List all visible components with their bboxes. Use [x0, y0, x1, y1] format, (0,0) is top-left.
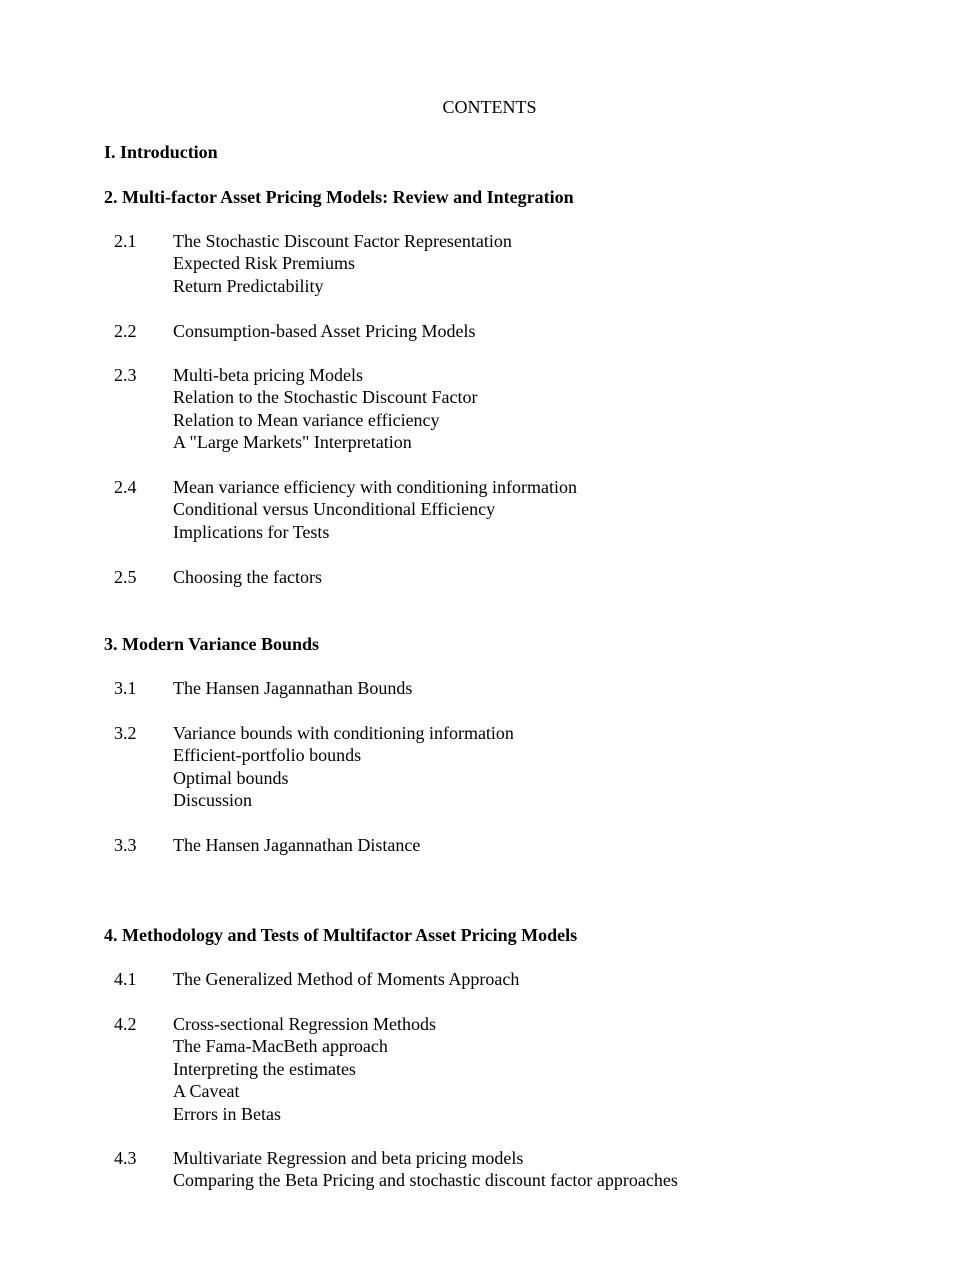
- subsection-title: A Caveat: [173, 1081, 240, 1102]
- page-title: CONTENTS: [442, 97, 537, 117]
- section-title: Mean variance efficiency with conditioning information: [173, 477, 578, 497]
- chapter-heading: 2. Multi-factor Asset Pricing Models: Review and Integration: [104, 187, 574, 207]
- section-title: Cross-sectional Regression Methods: [173, 1014, 436, 1034]
- section-title: The Hansen Jagannathan Bounds: [173, 678, 413, 698]
- section-title: The Stochastic Discount Factor Representation: [173, 231, 512, 251]
- subsection-title: A "Large Markets" Interpretation: [173, 432, 412, 453]
- section-title: Variance bounds with conditioning information: [173, 723, 514, 743]
- chapter-heading: I. Introduction: [104, 142, 218, 162]
- chapter-heading: 3. Modern Variance Bounds: [104, 634, 320, 654]
- section-number: 4.2: [114, 1014, 137, 1034]
- section-title: Consumption-based Asset Pricing Models: [173, 321, 476, 341]
- section-number: 2.5: [114, 567, 137, 587]
- subsection-title: Interpreting the estimates: [173, 1058, 356, 1079]
- subsection-title: Expected Risk Premiums: [173, 253, 355, 274]
- section-title: The Generalized Method of Moments Approach: [173, 969, 520, 989]
- section-number: 3.1: [114, 678, 137, 698]
- subsection-title: The Fama-MacBeth approach: [173, 1036, 388, 1057]
- subsection-title: Optimal bounds: [173, 767, 289, 788]
- section-number: 3.2: [114, 723, 137, 743]
- section-number: 2.2: [114, 321, 137, 341]
- subsection-title: Relation to Mean variance efficiency: [173, 409, 440, 430]
- subsection-title: Discussion: [173, 790, 253, 811]
- subsection-title: Relation to the Stochastic Discount Factor: [173, 387, 478, 408]
- subsection-title: Implications for Tests: [173, 521, 330, 542]
- section-title: Multivariate Regression and beta pricing models: [173, 1148, 524, 1168]
- section-number: 4.1: [114, 969, 137, 989]
- chapter-heading: 4. Methodology and Tests of Multifactor Asset Pricing Models: [104, 925, 578, 945]
- section-number: 4.3: [114, 1148, 137, 1168]
- subsection-title: Return Predictability: [173, 275, 324, 296]
- subsection-title: Conditional versus Unconditional Efficiency: [173, 499, 496, 520]
- section-number: 3.3: [114, 835, 137, 855]
- section-title: Multi-beta pricing Models: [173, 365, 363, 385]
- section-number: 2.3: [114, 365, 137, 385]
- subsection-title: Comparing the Beta Pricing and stochastic discount factor approaches: [173, 1170, 678, 1191]
- subsection-title: Efficient-portfolio bounds: [173, 745, 362, 766]
- section-number: 2.1: [114, 231, 137, 251]
- section-title: Choosing the factors: [173, 567, 322, 587]
- section-number: 2.4: [114, 477, 137, 497]
- section-title: The Hansen Jagannathan Distance: [173, 835, 421, 855]
- subsection-title: Errors in Betas: [173, 1103, 281, 1124]
